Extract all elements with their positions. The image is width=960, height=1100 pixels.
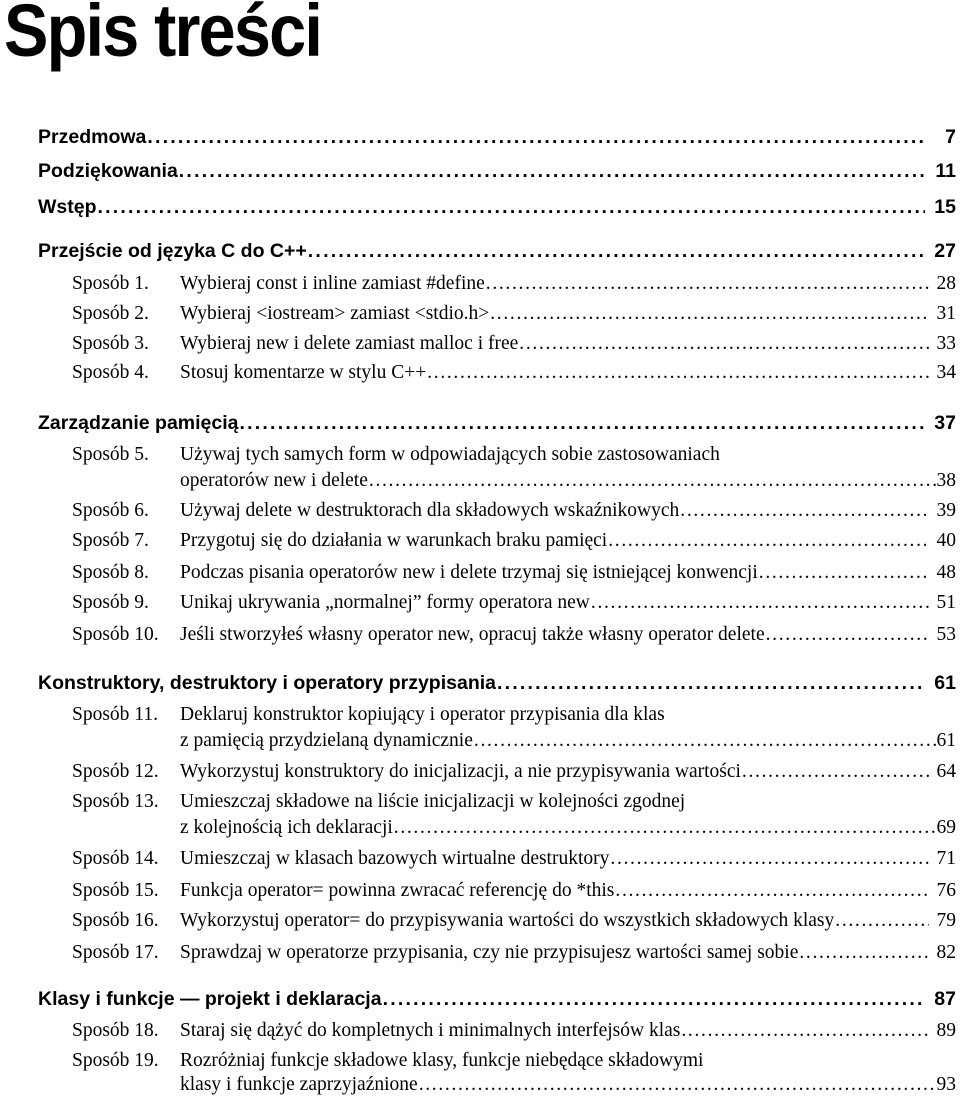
toc-page-number: 89	[936, 1020, 956, 1041]
toc-item-first-line[interactable]	[72, 1050, 703, 1072]
leader-dots	[179, 160, 925, 183]
leader-dots	[308, 240, 925, 263]
toc-page-number: 15	[934, 196, 956, 218]
leader-dots	[759, 562, 929, 584]
toc-item-number: Sposób 15.	[72, 880, 159, 901]
toc-page-number: 93	[936, 1074, 956, 1095]
toc-chapter-title: Konstruktory, destruktory i operatory przypisania	[38, 672, 496, 694]
toc-chapter-title: Klasy i funkcje — projekt i deklaracja	[38, 988, 382, 1010]
toc-item-first-line[interactable]	[72, 791, 685, 813]
leader-dots	[490, 303, 929, 325]
leader-dots	[419, 1074, 936, 1096]
toc-chapter[interactable]	[38, 160, 956, 183]
toc-item-title: Funkcja operator= powinna zwracać referencję do *this	[180, 880, 615, 901]
toc-item[interactable]	[72, 562, 956, 584]
toc-item[interactable]	[72, 880, 956, 902]
toc-page-number: 76	[936, 880, 956, 901]
leader-dots	[240, 412, 925, 435]
toc-item-title: Używaj delete w destruktorach dla składowych wskaźnikowych	[180, 500, 680, 521]
toc-chapter[interactable]	[38, 126, 956, 149]
toc-item-title: Sprawdzaj w operatorze przypisania, czy nie przypisujesz wartości samej sobie	[180, 942, 799, 963]
toc-item-first-line[interactable]	[72, 444, 720, 466]
toc-page-number: 61	[934, 672, 956, 694]
toc-page-number: 27	[934, 240, 956, 262]
toc-item-number: Sposób 11.	[72, 704, 158, 725]
toc-item-number: Sposób 7.	[72, 530, 149, 551]
toc-item-number: Sposób 13.	[72, 791, 159, 812]
toc-item[interactable]	[72, 333, 956, 355]
toc-item[interactable]	[72, 592, 956, 614]
toc-page-number: 79	[936, 910, 956, 931]
toc-page-number: 33	[936, 333, 956, 354]
leader-dots	[474, 730, 936, 752]
toc-item-number: Sposób 9.	[72, 592, 149, 613]
toc-page-number: 38	[936, 470, 956, 491]
toc-chapter-title: Zarządzanie pamięcią	[38, 412, 239, 434]
toc-page-number: 7	[945, 126, 956, 148]
toc-item-title: Wybieraj new i delete zamiast malloc i free	[180, 333, 519, 354]
toc-page-number: 53	[936, 624, 956, 645]
leader-dots	[497, 672, 925, 695]
leader-dots	[369, 470, 936, 492]
toc-item-continuation[interactable]	[180, 470, 956, 492]
toc-item-continuation[interactable]	[180, 1074, 956, 1096]
toc-item[interactable]	[72, 362, 956, 384]
toc-item-title-continued: z pamięcią przydzielaną dynamicznie	[180, 730, 473, 751]
leader-dots	[681, 1020, 929, 1042]
toc-chapter[interactable]	[38, 672, 956, 695]
toc-item-number: Sposób 17.	[72, 942, 159, 963]
toc-item-number: Sposób 8.	[72, 562, 149, 583]
toc-page-number: 61	[936, 730, 956, 751]
toc-item[interactable]	[72, 303, 956, 325]
toc-chapter-title: Wstęp	[38, 196, 97, 218]
leader-dots	[608, 530, 929, 552]
leader-dots	[427, 362, 929, 384]
leader-dots	[383, 988, 925, 1011]
toc-page-number: 87	[934, 988, 956, 1010]
toc-item-number: Sposób 16.	[72, 910, 159, 931]
toc-page-number: 31	[936, 303, 956, 324]
toc-item-title-continued: klasy i funkcje zaprzyjaźnione	[180, 1074, 418, 1095]
leader-dots	[680, 500, 929, 522]
toc-item-title: Jeśli stworzyłeś własny operator new, opracuj także własny operator delete	[180, 624, 765, 645]
toc-chapter-title: Podziękowania	[38, 160, 178, 182]
toc-page-number: 82	[936, 942, 956, 963]
toc-page-number: 37	[934, 412, 956, 434]
toc-page-number: 39	[936, 500, 956, 521]
toc-page-number: 40	[936, 530, 956, 551]
leader-dots	[591, 592, 929, 614]
toc-item-title: Umieszczaj składowe na liście inicjalizacji w kolejności zgodnej	[180, 791, 686, 812]
toc-page-number: 48	[936, 562, 956, 583]
toc-item-title-continued: operatorów new i delete	[180, 470, 368, 491]
toc-item-title: Przygotuj się do działania w warunkach braku pamięci	[180, 530, 608, 551]
toc-item[interactable]	[72, 624, 956, 646]
toc-item-title: Rozróżniaj funkcje składowe klasy, funkcje niebędące składowymi	[180, 1050, 704, 1071]
toc-item[interactable]	[72, 500, 956, 522]
leader-dots	[766, 624, 929, 646]
leader-dots	[799, 942, 929, 964]
toc-item[interactable]	[72, 910, 956, 932]
toc-item-number: Sposób 2.	[72, 303, 149, 324]
toc-item-continuation[interactable]	[180, 817, 956, 839]
toc-item-number: Sposób 12.	[72, 761, 159, 782]
toc-item-title-continued: z kolejnością ich deklaracji	[180, 817, 393, 838]
toc-item-number: Sposób 3.	[72, 333, 149, 354]
toc-item-number: Sposób 6.	[72, 500, 149, 521]
toc-item-number: Sposób 4.	[72, 362, 149, 383]
toc-chapter[interactable]	[38, 988, 956, 1011]
toc-item-number: Sposób 1.	[72, 273, 149, 294]
leader-dots	[610, 848, 929, 870]
leader-dots	[98, 196, 926, 219]
toc-item[interactable]	[72, 942, 956, 964]
toc-item-title: Wykorzystuj konstruktory do inicjalizacji, a nie przypisywania wartości	[180, 761, 741, 782]
toc-item-title: Wybieraj <iostream> zamiast <stdio.h>	[180, 303, 490, 324]
toc-item[interactable]	[72, 273, 956, 295]
toc-chapter[interactable]	[38, 240, 956, 263]
toc-item-title: Wykorzystuj operator= do przypisywania wartości do wszystkich składowych klasy	[180, 910, 835, 931]
toc-item[interactable]	[72, 848, 956, 870]
toc-item-title: Stosuj komentarze w stylu C++	[180, 362, 427, 383]
leader-dots	[835, 910, 929, 932]
toc-item[interactable]	[72, 530, 956, 552]
toc-item-title: Unikaj ukrywania „normalnej” formy operatora new	[180, 592, 590, 613]
toc-page-number: 69	[936, 817, 956, 838]
toc-item-number: Sposób 18.	[72, 1020, 159, 1041]
leader-dots	[519, 333, 929, 355]
toc-item-title: Deklaruj konstruktor kopiujący i operator przypisania dla klas	[180, 704, 665, 725]
toc-chapter[interactable]	[38, 412, 956, 435]
leader-dots	[394, 817, 936, 839]
leader-dots	[486, 273, 929, 295]
leader-dots	[147, 126, 925, 149]
toc-item-title: Umieszczaj w klasach bazowych wirtualne destruktory	[180, 848, 610, 869]
toc-item-number: Sposób 10.	[72, 624, 159, 645]
toc-item-number: Sposób 19.	[72, 1050, 159, 1071]
toc-page-number: 71	[936, 848, 956, 869]
page-title: Spis treści	[4, 0, 322, 72]
toc-chapter-title: Przejście od języka C do C++	[38, 240, 307, 262]
toc-item-number: Sposób 14.	[72, 848, 159, 869]
toc-item-continuation[interactable]	[180, 730, 956, 752]
toc-item-title: Wybieraj const i inline zamiast #define	[180, 273, 485, 294]
toc-item[interactable]	[72, 1020, 956, 1042]
toc-item-first-line[interactable]	[72, 704, 665, 726]
toc-chapter[interactable]	[38, 196, 956, 219]
toc-page-number: 64	[936, 761, 956, 782]
toc-page-number: 51	[936, 592, 956, 613]
toc-page-number: 28	[936, 273, 956, 294]
toc-chapter-title: Przedmowa	[38, 126, 147, 148]
toc-item-title: Staraj się dążyć do kompletnych i minimalnych interfejsów klas	[180, 1020, 681, 1041]
toc-item-number: Sposób 5.	[72, 444, 149, 465]
toc-item-title: Używaj tych samych form w odpowiadających sobie zastosowaniach	[180, 444, 720, 465]
leader-dots	[742, 761, 929, 783]
toc-item[interactable]	[72, 761, 956, 783]
toc-page-number: 11	[935, 160, 956, 182]
toc-item-title: Podczas pisania operatorów new i delete trzymaj się istniejącej konwencji	[180, 562, 758, 583]
toc-page-number: 34	[936, 362, 956, 383]
leader-dots	[615, 880, 929, 902]
